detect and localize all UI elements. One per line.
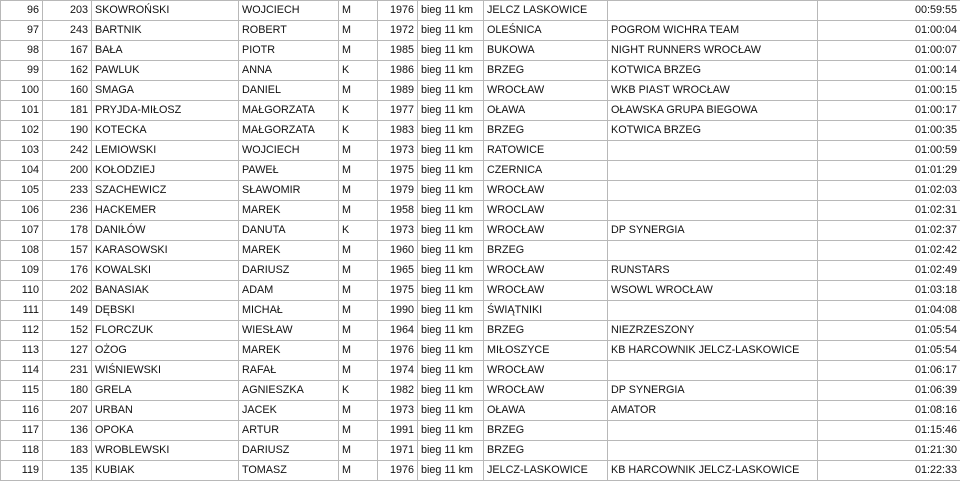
cell-birth-year: 1976 (378, 341, 418, 361)
cell-sex: K (339, 61, 378, 81)
cell-time: 01:15:46 (818, 421, 960, 441)
cell-sex: M (339, 441, 378, 461)
table-row (1, 61, 960, 81)
cell-place: 103 (1, 141, 43, 161)
table-row (1, 101, 960, 121)
cell-last-name: BARTNIK (92, 21, 239, 41)
table-row (1, 181, 960, 201)
cell-first-name: DARIUSZ (239, 261, 339, 281)
cell-first-name: ROBERT (239, 21, 339, 41)
cell-birth-year: 1983 (378, 121, 418, 141)
cell-birth-year: 1972 (378, 21, 418, 41)
cell-bib: 231 (43, 361, 92, 381)
cell-city: ŚWIĄTNIKI (484, 301, 608, 321)
cell-city: BRZEG (484, 121, 608, 141)
cell-place: 102 (1, 121, 43, 141)
cell-place: 117 (1, 421, 43, 441)
cell-time: 01:02:42 (818, 241, 960, 261)
cell-city: RATOWICE (484, 141, 608, 161)
cell-sex: M (339, 361, 378, 381)
cell-club: POGROM WICHRA TEAM (608, 21, 818, 41)
cell-bib: 149 (43, 301, 92, 321)
cell-club: NIEZRZESZONY (608, 321, 818, 341)
cell-last-name: FLORCZUK (92, 321, 239, 341)
cell-place: 119 (1, 461, 43, 481)
cell-place: 97 (1, 21, 43, 41)
cell-last-name: KARASOWSKI (92, 241, 239, 261)
cell-sex: K (339, 221, 378, 241)
cell-birth-year: 1976 (378, 461, 418, 481)
cell-birth-year: 1973 (378, 141, 418, 161)
cell-time: 00:59:55 (818, 1, 960, 21)
cell-place: 116 (1, 401, 43, 421)
cell-time: 01:04:08 (818, 301, 960, 321)
cell-birth-year: 1973 (378, 221, 418, 241)
cell-place: 104 (1, 161, 43, 181)
cell-sex: M (339, 321, 378, 341)
cell-time: 01:00:35 (818, 121, 960, 141)
cell-city: OLEŚNICA (484, 21, 608, 41)
cell-city: WROCŁAW (484, 261, 608, 281)
cell-club (608, 161, 818, 181)
cell-sex: M (339, 41, 378, 61)
table-row (1, 321, 960, 341)
cell-bib: 200 (43, 161, 92, 181)
cell-distance: bieg 11 km (418, 321, 484, 341)
cell-time: 01:22:33 (818, 461, 960, 481)
cell-birth-year: 1979 (378, 181, 418, 201)
cell-place: 118 (1, 441, 43, 461)
cell-bib: 178 (43, 221, 92, 241)
cell-sex: M (339, 421, 378, 441)
cell-first-name: JACEK (239, 401, 339, 421)
cell-distance: bieg 11 km (418, 301, 484, 321)
cell-first-name: ANNA (239, 61, 339, 81)
cell-bib: 183 (43, 441, 92, 461)
cell-city: WROCŁAW (484, 361, 608, 381)
cell-distance: bieg 11 km (418, 241, 484, 261)
cell-last-name: LEMIOWSKI (92, 141, 239, 161)
cell-first-name: MAREK (239, 241, 339, 261)
cell-city: BRZEG (484, 441, 608, 461)
cell-distance: bieg 11 km (418, 421, 484, 441)
cell-place: 98 (1, 41, 43, 61)
cell-first-name: ADAM (239, 281, 339, 301)
cell-birth-year: 1982 (378, 381, 418, 401)
cell-sex: M (339, 401, 378, 421)
cell-time: 01:00:15 (818, 81, 960, 101)
table-row (1, 281, 960, 301)
cell-sex: K (339, 381, 378, 401)
cell-place: 109 (1, 261, 43, 281)
cell-city: OŁAWA (484, 401, 608, 421)
table-row (1, 201, 960, 221)
cell-distance: bieg 11 km (418, 381, 484, 401)
cell-time: 01:00:59 (818, 141, 960, 161)
cell-birth-year: 1989 (378, 81, 418, 101)
cell-last-name: PRYJDA-MIŁOSZ (92, 101, 239, 121)
cell-place: 110 (1, 281, 43, 301)
cell-bib: 176 (43, 261, 92, 281)
cell-city: WROCŁAW (484, 381, 608, 401)
cell-time: 01:05:54 (818, 341, 960, 361)
table-row (1, 261, 960, 281)
cell-city: BRZEG (484, 241, 608, 261)
cell-club (608, 141, 818, 161)
cell-birth-year: 1958 (378, 201, 418, 221)
cell-place: 108 (1, 241, 43, 261)
cell-sex: M (339, 21, 378, 41)
cell-last-name: SZACHEWICZ (92, 181, 239, 201)
cell-time: 01:21:30 (818, 441, 960, 461)
cell-distance: bieg 11 km (418, 401, 484, 421)
cell-distance: bieg 11 km (418, 61, 484, 81)
cell-distance: bieg 11 km (418, 141, 484, 161)
cell-first-name: ARTUR (239, 421, 339, 441)
cell-last-name: HACKEMER (92, 201, 239, 221)
cell-city: MIŁOSZYCE (484, 341, 608, 361)
cell-bib: 190 (43, 121, 92, 141)
cell-bib: 233 (43, 181, 92, 201)
cell-place: 101 (1, 101, 43, 121)
cell-time: 01:05:54 (818, 321, 960, 341)
cell-city: WROCŁAW (484, 181, 608, 201)
cell-birth-year: 1973 (378, 401, 418, 421)
cell-bib: 167 (43, 41, 92, 61)
cell-club: WSOWL WROCŁAW (608, 281, 818, 301)
cell-sex: M (339, 281, 378, 301)
cell-time: 01:03:18 (818, 281, 960, 301)
cell-first-name: WOJCIECH (239, 1, 339, 21)
cell-last-name: URBAN (92, 401, 239, 421)
cell-bib: 242 (43, 141, 92, 161)
cell-last-name: PAWLUK (92, 61, 239, 81)
cell-last-name: KUBIAK (92, 461, 239, 481)
cell-bib: 160 (43, 81, 92, 101)
cell-club: DP SYNERGIA (608, 381, 818, 401)
cell-bib: 157 (43, 241, 92, 261)
table-row (1, 241, 960, 261)
cell-club (608, 421, 818, 441)
cell-first-name: MAŁGORZATA (239, 121, 339, 141)
cell-last-name: DĘBSKI (92, 301, 239, 321)
cell-bib: 203 (43, 1, 92, 21)
cell-club (608, 1, 818, 21)
table-row (1, 401, 960, 421)
cell-city: JELCZ-LASKOWICE (484, 461, 608, 481)
cell-place: 112 (1, 321, 43, 341)
cell-sex: K (339, 121, 378, 141)
cell-last-name: BAŁA (92, 41, 239, 61)
cell-birth-year: 1976 (378, 1, 418, 21)
cell-place: 113 (1, 341, 43, 361)
cell-distance: bieg 11 km (418, 261, 484, 281)
cell-club: WKB PIAST WROCŁAW (608, 81, 818, 101)
cell-city: JELCZ LASKOWICE (484, 1, 608, 21)
cell-time: 01:06:39 (818, 381, 960, 401)
cell-first-name: WOJCIECH (239, 141, 339, 161)
table-row (1, 421, 960, 441)
cell-bib: 207 (43, 401, 92, 421)
cell-club (608, 241, 818, 261)
cell-birth-year: 1990 (378, 301, 418, 321)
cell-club: DP SYNERGIA (608, 221, 818, 241)
table-row (1, 141, 960, 161)
cell-birth-year: 1974 (378, 361, 418, 381)
cell-club: KOTWICA BRZEG (608, 61, 818, 81)
table-row (1, 461, 960, 481)
cell-distance: bieg 11 km (418, 281, 484, 301)
cell-bib: 162 (43, 61, 92, 81)
table-row (1, 381, 960, 401)
cell-birth-year: 1977 (378, 101, 418, 121)
cell-time: 01:02:37 (818, 221, 960, 241)
cell-sex: M (339, 81, 378, 101)
cell-first-name: WIESŁAW (239, 321, 339, 341)
cell-distance: bieg 11 km (418, 101, 484, 121)
cell-last-name: DANIŁÓW (92, 221, 239, 241)
cell-place: 111 (1, 301, 43, 321)
cell-first-name: DANIEL (239, 81, 339, 101)
cell-city: BRZEG (484, 421, 608, 441)
cell-distance: bieg 11 km (418, 1, 484, 21)
cell-distance: bieg 11 km (418, 441, 484, 461)
cell-sex: M (339, 201, 378, 221)
cell-distance: bieg 11 km (418, 221, 484, 241)
cell-place: 99 (1, 61, 43, 81)
cell-place: 96 (1, 1, 43, 21)
cell-time: 01:08:16 (818, 401, 960, 421)
cell-club: KB HARCOWNIK JELCZ-LASKOWICE (608, 461, 818, 481)
cell-city: OŁAWA (484, 101, 608, 121)
cell-first-name: SŁAWOMIR (239, 181, 339, 201)
cell-time: 01:00:04 (818, 21, 960, 41)
table-row (1, 121, 960, 141)
cell-time: 01:02:03 (818, 181, 960, 201)
cell-distance: bieg 11 km (418, 21, 484, 41)
cell-time: 01:02:31 (818, 201, 960, 221)
cell-time: 01:00:17 (818, 101, 960, 121)
cell-sex: M (339, 1, 378, 21)
cell-city: BUKOWA (484, 41, 608, 61)
cell-first-name: MAREK (239, 341, 339, 361)
cell-time: 01:00:14 (818, 61, 960, 81)
cell-distance: bieg 11 km (418, 81, 484, 101)
cell-place: 107 (1, 221, 43, 241)
cell-club (608, 301, 818, 321)
cell-first-name: MICHAŁ (239, 301, 339, 321)
cell-place: 115 (1, 381, 43, 401)
cell-last-name: WROBLEWSKI (92, 441, 239, 461)
cell-sex: M (339, 301, 378, 321)
cell-first-name: RAFAŁ (239, 361, 339, 381)
cell-club: OŁAWSKA GRUPA BIEGOWA (608, 101, 818, 121)
table-row (1, 161, 960, 181)
cell-bib: 180 (43, 381, 92, 401)
cell-birth-year: 1964 (378, 321, 418, 341)
cell-last-name: SKOWROŃSKI (92, 1, 239, 21)
cell-club: NIGHT RUNNERS WROCŁAW (608, 41, 818, 61)
cell-club (608, 201, 818, 221)
cell-sex: M (339, 341, 378, 361)
cell-club (608, 361, 818, 381)
cell-last-name: WIŚNIEWSKI (92, 361, 239, 381)
cell-distance: bieg 11 km (418, 41, 484, 61)
table-row (1, 301, 960, 321)
cell-birth-year: 1986 (378, 61, 418, 81)
cell-bib: 202 (43, 281, 92, 301)
cell-time: 01:02:49 (818, 261, 960, 281)
cell-bib: 152 (43, 321, 92, 341)
table-row (1, 81, 960, 101)
cell-club: KOTWICA BRZEG (608, 121, 818, 141)
cell-birth-year: 1960 (378, 241, 418, 261)
cell-club (608, 181, 818, 201)
cell-birth-year: 1991 (378, 421, 418, 441)
cell-bib: 127 (43, 341, 92, 361)
cell-city: WROCŁAW (484, 81, 608, 101)
cell-first-name: AGNIESZKA (239, 381, 339, 401)
cell-last-name: KOWALSKI (92, 261, 239, 281)
cell-first-name: TOMASZ (239, 461, 339, 481)
cell-city: WROCLAW (484, 201, 608, 221)
cell-sex: M (339, 181, 378, 201)
cell-place: 106 (1, 201, 43, 221)
cell-distance: bieg 11 km (418, 181, 484, 201)
cell-place: 100 (1, 81, 43, 101)
cell-first-name: DARIUSZ (239, 441, 339, 461)
cell-bib: 243 (43, 21, 92, 41)
table-row (1, 361, 960, 381)
cell-distance: bieg 11 km (418, 201, 484, 221)
cell-bib: 135 (43, 461, 92, 481)
results-body (1, 1, 960, 481)
cell-first-name: PIOTR (239, 41, 339, 61)
cell-sex: M (339, 261, 378, 281)
cell-birth-year: 1965 (378, 261, 418, 281)
cell-last-name: OŻOG (92, 341, 239, 361)
cell-bib: 181 (43, 101, 92, 121)
cell-sex: M (339, 461, 378, 481)
cell-club: KB HARCOWNIK JELCZ-LASKOWICE (608, 341, 818, 361)
cell-city: WROCŁAW (484, 281, 608, 301)
cell-sex: M (339, 241, 378, 261)
cell-first-name: PAWEŁ (239, 161, 339, 181)
cell-bib: 236 (43, 201, 92, 221)
cell-club: RUNSTARS (608, 261, 818, 281)
cell-birth-year: 1985 (378, 41, 418, 61)
cell-sex: M (339, 141, 378, 161)
cell-club (608, 441, 818, 461)
cell-last-name: OPOKA (92, 421, 239, 441)
cell-birth-year: 1975 (378, 161, 418, 181)
table-row (1, 341, 960, 361)
cell-distance: bieg 11 km (418, 461, 484, 481)
cell-city: BRZEG (484, 61, 608, 81)
cell-birth-year: 1975 (378, 281, 418, 301)
cell-sex: K (339, 101, 378, 121)
cell-first-name: DANUTA (239, 221, 339, 241)
table-row (1, 1, 960, 21)
cell-distance: bieg 11 km (418, 361, 484, 381)
cell-city: CZERNICA (484, 161, 608, 181)
cell-first-name: MAŁGORZATA (239, 101, 339, 121)
table-row (1, 21, 960, 41)
cell-city: WROCŁAW (484, 221, 608, 241)
cell-last-name: GRELA (92, 381, 239, 401)
table-row (1, 441, 960, 461)
cell-distance: bieg 11 km (418, 121, 484, 141)
cell-first-name: MAREK (239, 201, 339, 221)
cell-time: 01:06:17 (818, 361, 960, 381)
cell-place: 114 (1, 361, 43, 381)
cell-last-name: KOTECKA (92, 121, 239, 141)
cell-club: AMATOR (608, 401, 818, 421)
cell-distance: bieg 11 km (418, 341, 484, 361)
cell-city: BRZEG (484, 321, 608, 341)
cell-sex: M (339, 161, 378, 181)
cell-distance: bieg 11 km (418, 161, 484, 181)
cell-last-name: BANASIAK (92, 281, 239, 301)
cell-time: 01:00:07 (818, 41, 960, 61)
cell-time: 01:01:29 (818, 161, 960, 181)
cell-last-name: KOŁODZIEJ (92, 161, 239, 181)
cell-place: 105 (1, 181, 43, 201)
table-row (1, 221, 960, 241)
cell-last-name: SMAGA (92, 81, 239, 101)
table-row (1, 41, 960, 61)
cell-birth-year: 1971 (378, 441, 418, 461)
cell-bib: 136 (43, 421, 92, 441)
